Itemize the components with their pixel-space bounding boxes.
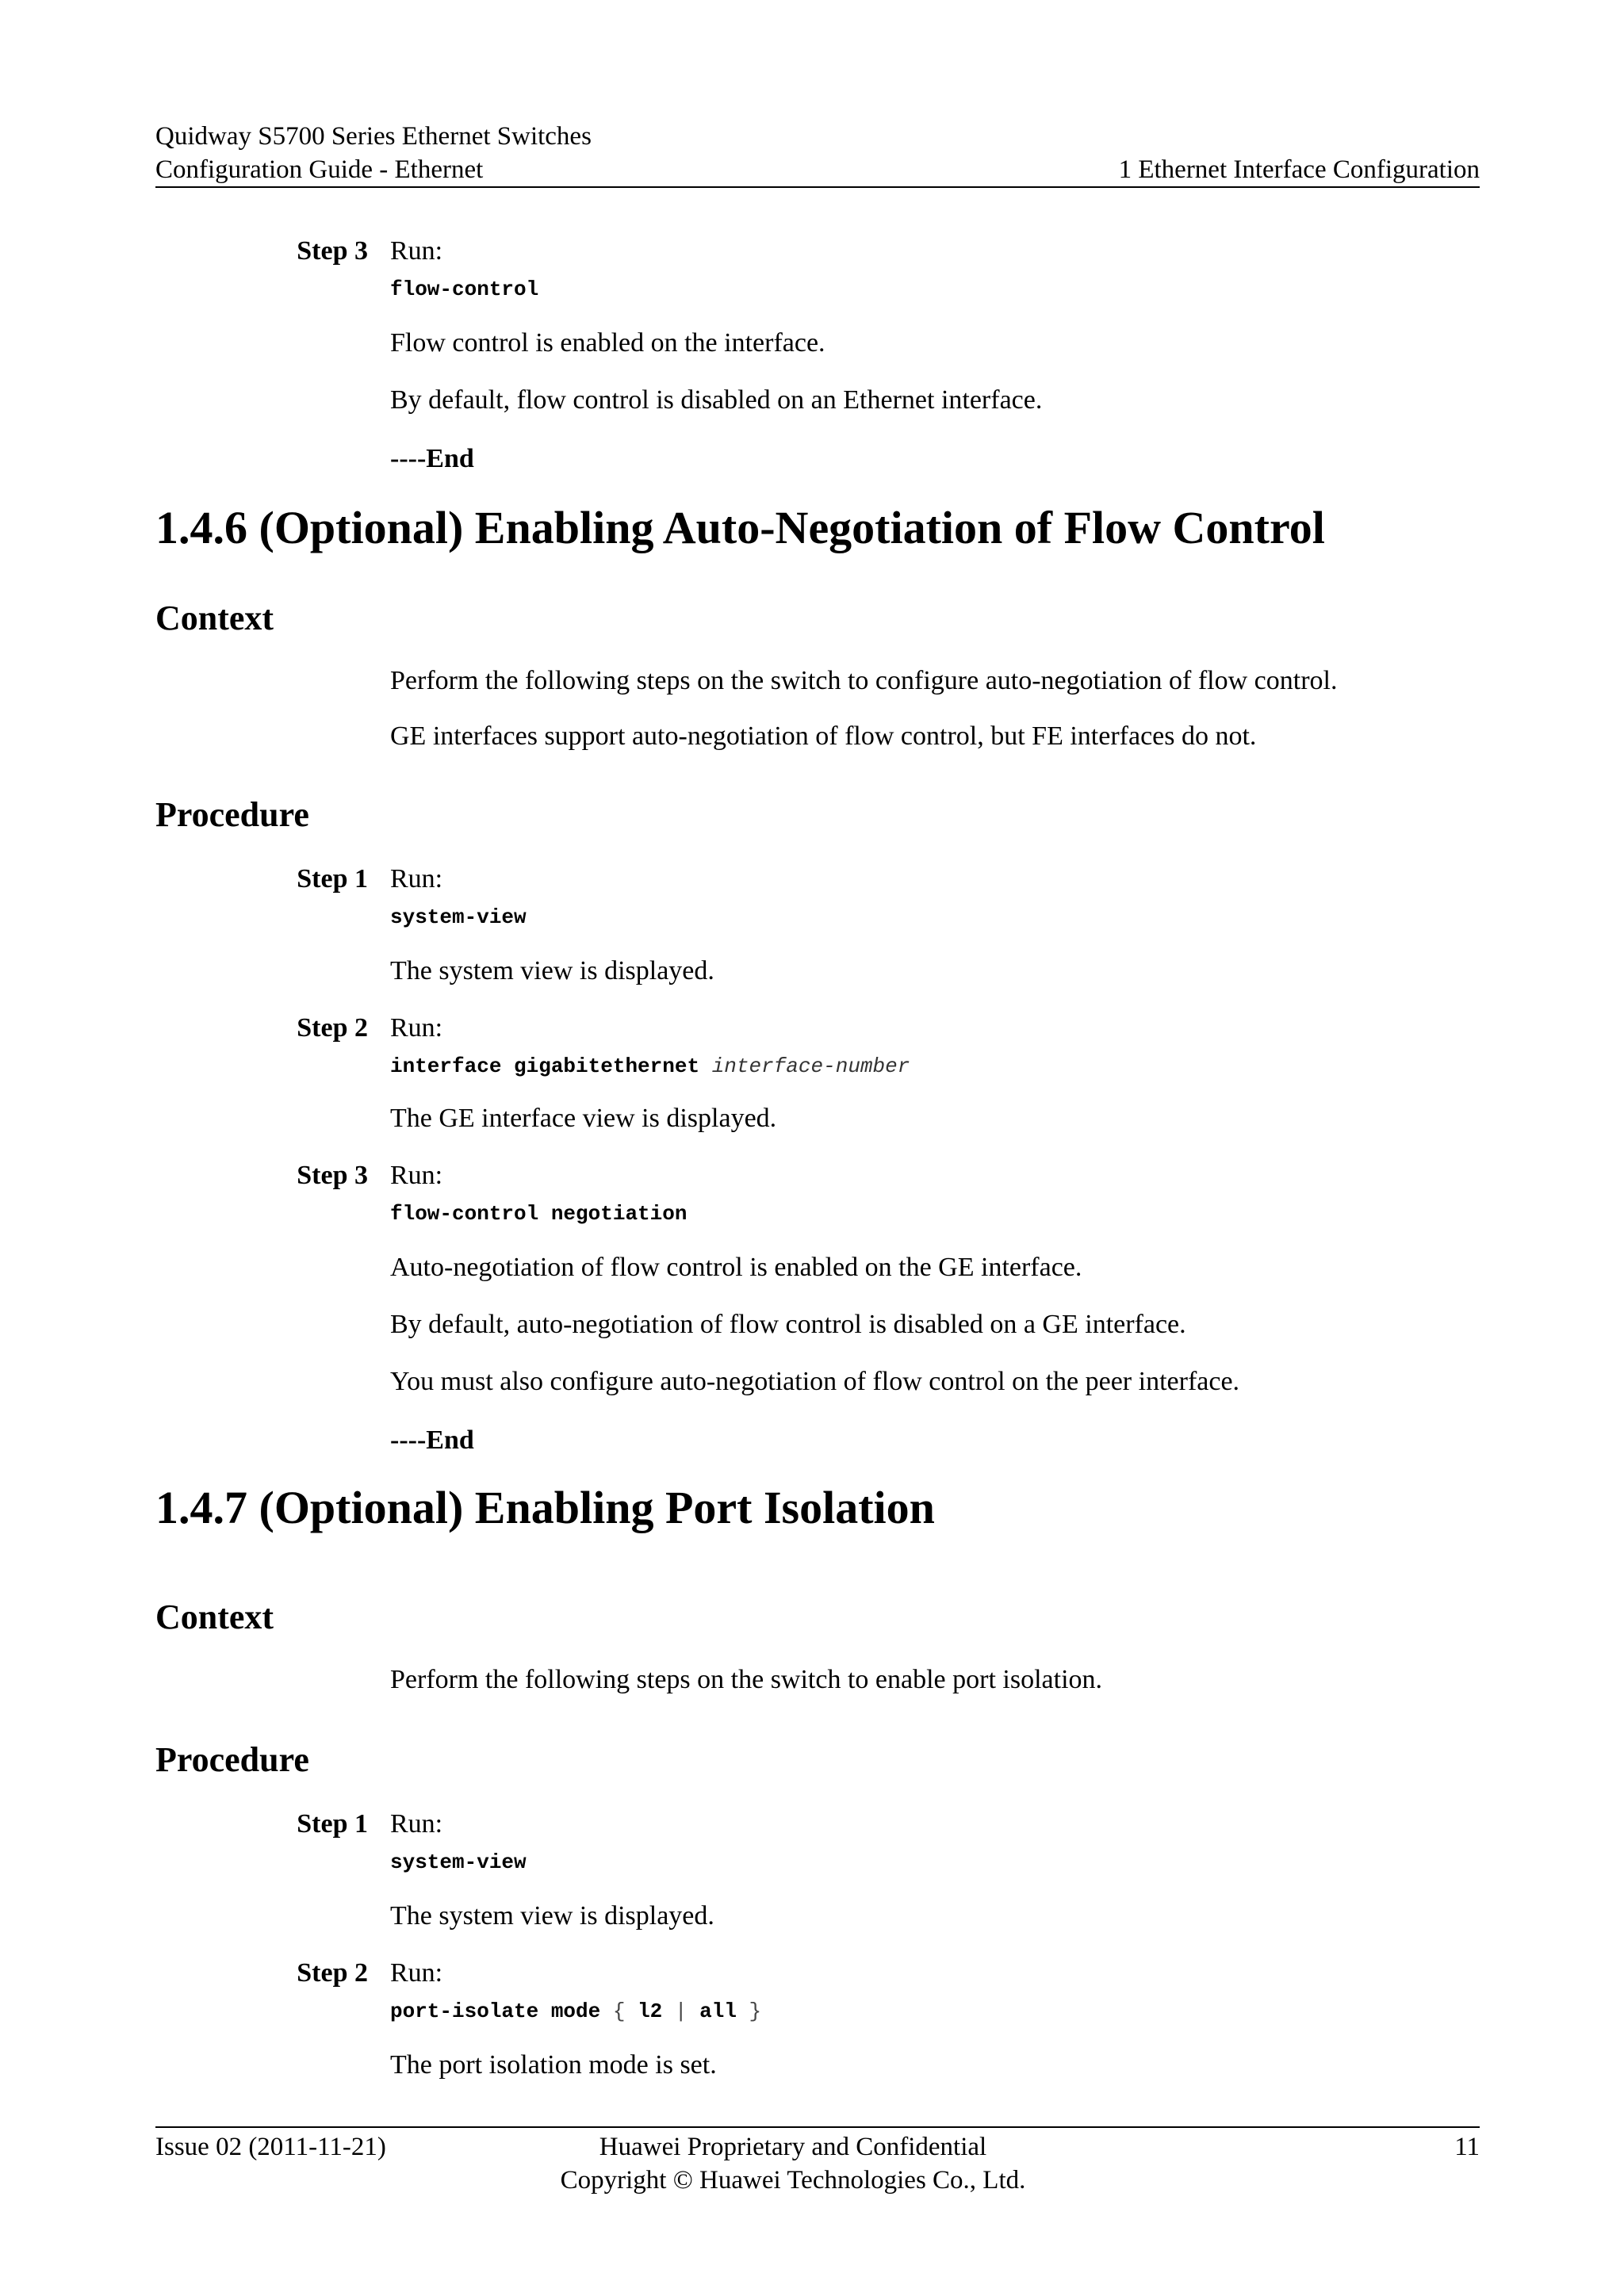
command-line [390,1998,761,2025]
command-text: system-view [390,905,527,929]
context-paragraph: Perform the following steps on the switch to configure auto-negotiation of flow control. [390,666,1338,695]
section-title: 1.4.7 (Optional) Enabling Port Isolation [155,1482,935,1533]
context-paragraph: Perform the following steps on the switch to enable port isolation. [390,1665,1103,1694]
procedure-heading: Procedure [155,1740,309,1779]
command-option: l2 [638,1999,663,2023]
step-run: Run: [390,864,443,894]
step-label: Step 2 [297,1958,368,1988]
command-text: port-isolate mode [390,1999,601,2023]
context-paragraph: GE interfaces support auto-negotiation of flow control, but FE interfaces do not. [390,721,1257,751]
step-label: Step 2 [297,1013,368,1043]
procedure-heading: Procedure [155,795,309,834]
footer-proprietary: Huawei Proprietary and Confidential [599,2133,987,2161]
step-description: The port isolation mode is set. [390,2050,717,2080]
header-guide: Configuration Guide - Ethernet [155,155,484,184]
step-description: The system view is displayed. [390,956,714,985]
end-marker: ----End [390,444,474,473]
command-option: all [699,1999,737,2023]
header-chapter: 1 Ethernet Interface Configuration [1118,155,1480,184]
command-text: flow-control negotiation [390,1202,688,1226]
step-run: Run: [390,236,443,266]
header-product: Quidway S5700 Series Ethernet Switches [155,122,592,151]
section-title: 1.4.6 (Optional) Enabling Auto-Negotiation of Flow Control [155,502,1325,553]
step-run: Run: [390,1013,443,1043]
step-description: The GE interface view is displayed. [390,1104,777,1133]
step-run: Run: [390,1809,443,1839]
footer-rule [155,2126,1480,2128]
footer-copyright: Copyright © Huawei Technologies Co., Ltd. [560,2166,1026,2195]
context-heading: Context [155,1598,274,1636]
step-label: Step 3 [297,236,368,266]
brace-open: { [612,1999,626,2023]
command-line [390,1053,910,1080]
step-run: Run: [390,1161,443,1190]
end-marker: ----End [390,1425,474,1455]
command-argument: interface-number [711,1054,910,1078]
page-number: 11 [1454,2133,1480,2161]
step-label: Step 3 [297,1161,368,1190]
step-run: Run: [390,1958,443,1988]
brace-close: } [749,1999,762,2023]
option-separator: | [674,1999,688,2023]
step-description: You must also configure auto-negotiation of flow control on the peer interface. [390,1367,1240,1396]
context-heading: Context [155,599,274,637]
command-text: flow-control [390,277,539,301]
command-text: interface gigabitethernet [390,1054,700,1078]
step-label: Step 1 [297,1809,368,1839]
step-label: Step 1 [297,864,368,894]
step-description: Flow control is enabled on the interface. [390,328,825,358]
command-text: system-view [390,1850,527,1874]
step-description: By default, flow control is disabled on an Ethernet interface. [390,385,1043,415]
header-rule [155,186,1480,188]
step-description: By default, auto-negotiation of flow control is disabled on a GE interface. [390,1310,1186,1339]
step-description: The system view is displayed. [390,1901,714,1931]
footer-issue: Issue 02 (2011-11-21) [155,2133,386,2161]
step-description: Auto-negotiation of flow control is enabled on the GE interface. [390,1253,1082,1282]
